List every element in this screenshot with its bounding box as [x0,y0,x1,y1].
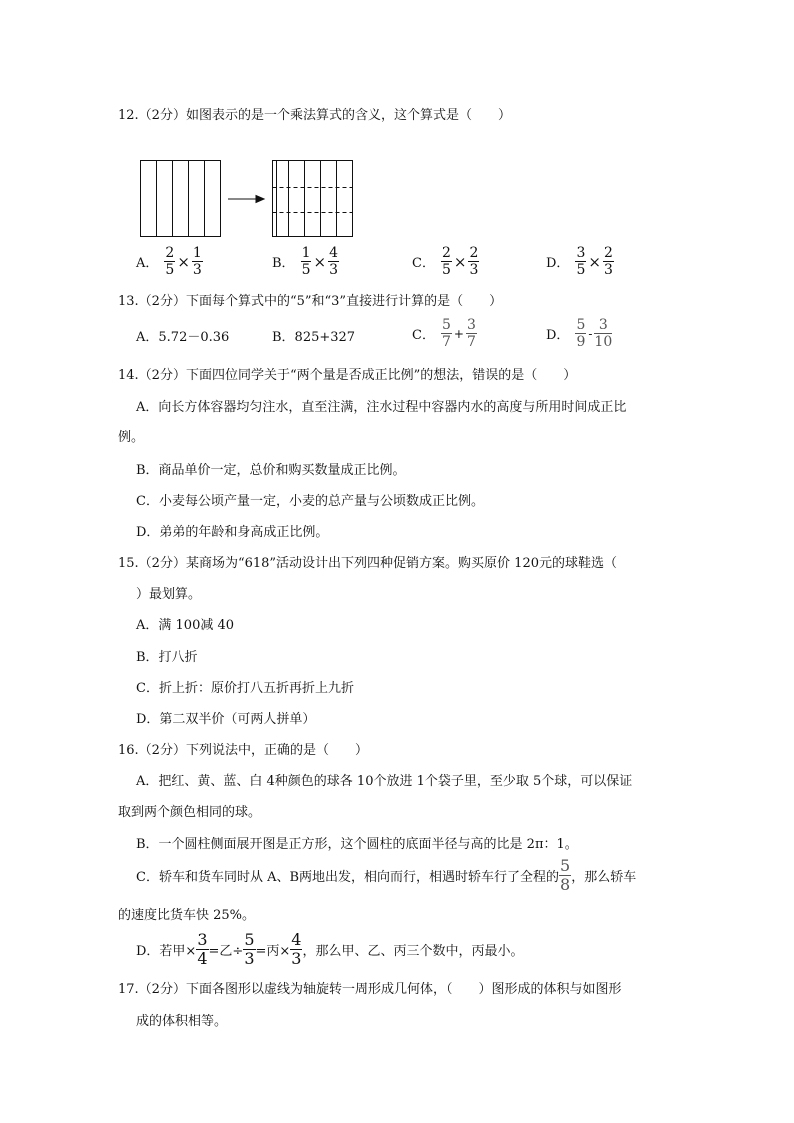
q17-stem: 17.（2分）下面各图形以虚线为轴旋转一周形成几何体，（ ）图形成的体积与如图形 [118,982,622,997]
q15-option-d[interactable]: D．第二双半价（可两人拼单） [136,712,316,727]
q17-stem-cont: 成的体积相等。 [136,1014,228,1029]
q16-option-a[interactable]: A．把红、黄、蓝、白 4种颜色的球各 10个放进 1个袋子里，至少取 5个球，可以保证 [136,774,633,789]
q12-diagram [140,160,355,240]
q13-stem: 13.（2分）下面每个算式中的“5”和“3”直接进行计算的是（ ） [118,294,503,309]
q15-option-b[interactable]: B．打八折 [136,650,198,665]
q12-option-c[interactable]: C． $\frac{2}{5}$ × $\frac{2}{3}$ [412,245,479,278]
q14-option-b[interactable]: B．商品单价一定，总价和购买数量成正比例。 [136,463,406,478]
q13-option-a[interactable]: A．5.72－0.36 [136,330,230,345]
q16-option-a-cont: 取到两个颜色相同的球。 [118,805,262,820]
q14-option-d[interactable]: D．弟弟的年龄和身高成正比例。 [136,525,329,540]
q15-option-a[interactable]: A．满 100减 40 [136,618,235,633]
q13-option-c[interactable]: C． $\frac{5}{7}$ + $\frac{3}{7}$ [412,317,476,350]
q12-option-a[interactable]: A． $\frac{2}{5}$ × $\frac{1}{3}$ [136,245,202,278]
q14-option-a-cont: 例。 [118,430,145,445]
left-rectangle [141,161,221,237]
right-rectangle [273,161,353,237]
q16-option-c-cont: 的速度比货车快 25%。 [118,908,256,923]
q13-option-d[interactable]: D． $\frac{5}{9}$ - $\frac{3}{10}$ [546,317,613,350]
q15-option-c[interactable]: C．折上折：原价打八五折再折上九折 [136,681,354,696]
q12-option-b[interactable]: B． $\frac{1}{5}$ × $\frac{4}{3}$ [272,245,338,278]
q14-option-c[interactable]: C．小麦每公顷产量一定，小麦的总产量与公顷数成正比例。 [136,494,484,509]
q15-stem-cont: ）最划算。 [136,587,202,602]
q16-stem: 16.（2分）下列说法中，正确的是（ ） [118,743,368,758]
arrow-icon [228,196,264,203]
q12-stem: 12.（2分）如图表示的是一个乘法算式的含义，这个算式是（ ） [118,108,511,123]
q12-option-d[interactable]: D． $\frac{3}{5}$ × $\frac{2}{3}$ [546,245,613,278]
q16-option-c[interactable]: C．轿车和货车同时从 A、B两地出发，相向而行，相遇时轿车行了全程的 $\frac{5}{8}$ ，那么轿车 [136,856,637,894]
q14-stem: 14.（2分）下面四位同学关于“两个量是否成正比例”的想法，错误的是（ ） [118,368,577,383]
q16-option-d[interactable]: D．若甲× $\frac{3}{4}$ =乙÷ $\frac{5}{3}$ =丙× $\frac{4}{3}$ ，那么甲、乙、丙三个数中，丙最小。 [136,930,524,968]
q15-stem: 15.（2分）某商场为“618”活动设计出下列四种促销方案。购买原价 120元的球鞋选（ [118,556,617,571]
q13-option-b[interactable]: B．825+327 [272,330,356,345]
q16-option-b[interactable]: B．一个圆柱侧面展开图是正方形，这个圆柱的底面半径与高的比是 2π：1。 [136,837,578,852]
q14-option-a[interactable]: A．向长方体容器均匀注水，直至注满，注水过程中容器内水的高度与所用时间成正比 [136,400,627,415]
